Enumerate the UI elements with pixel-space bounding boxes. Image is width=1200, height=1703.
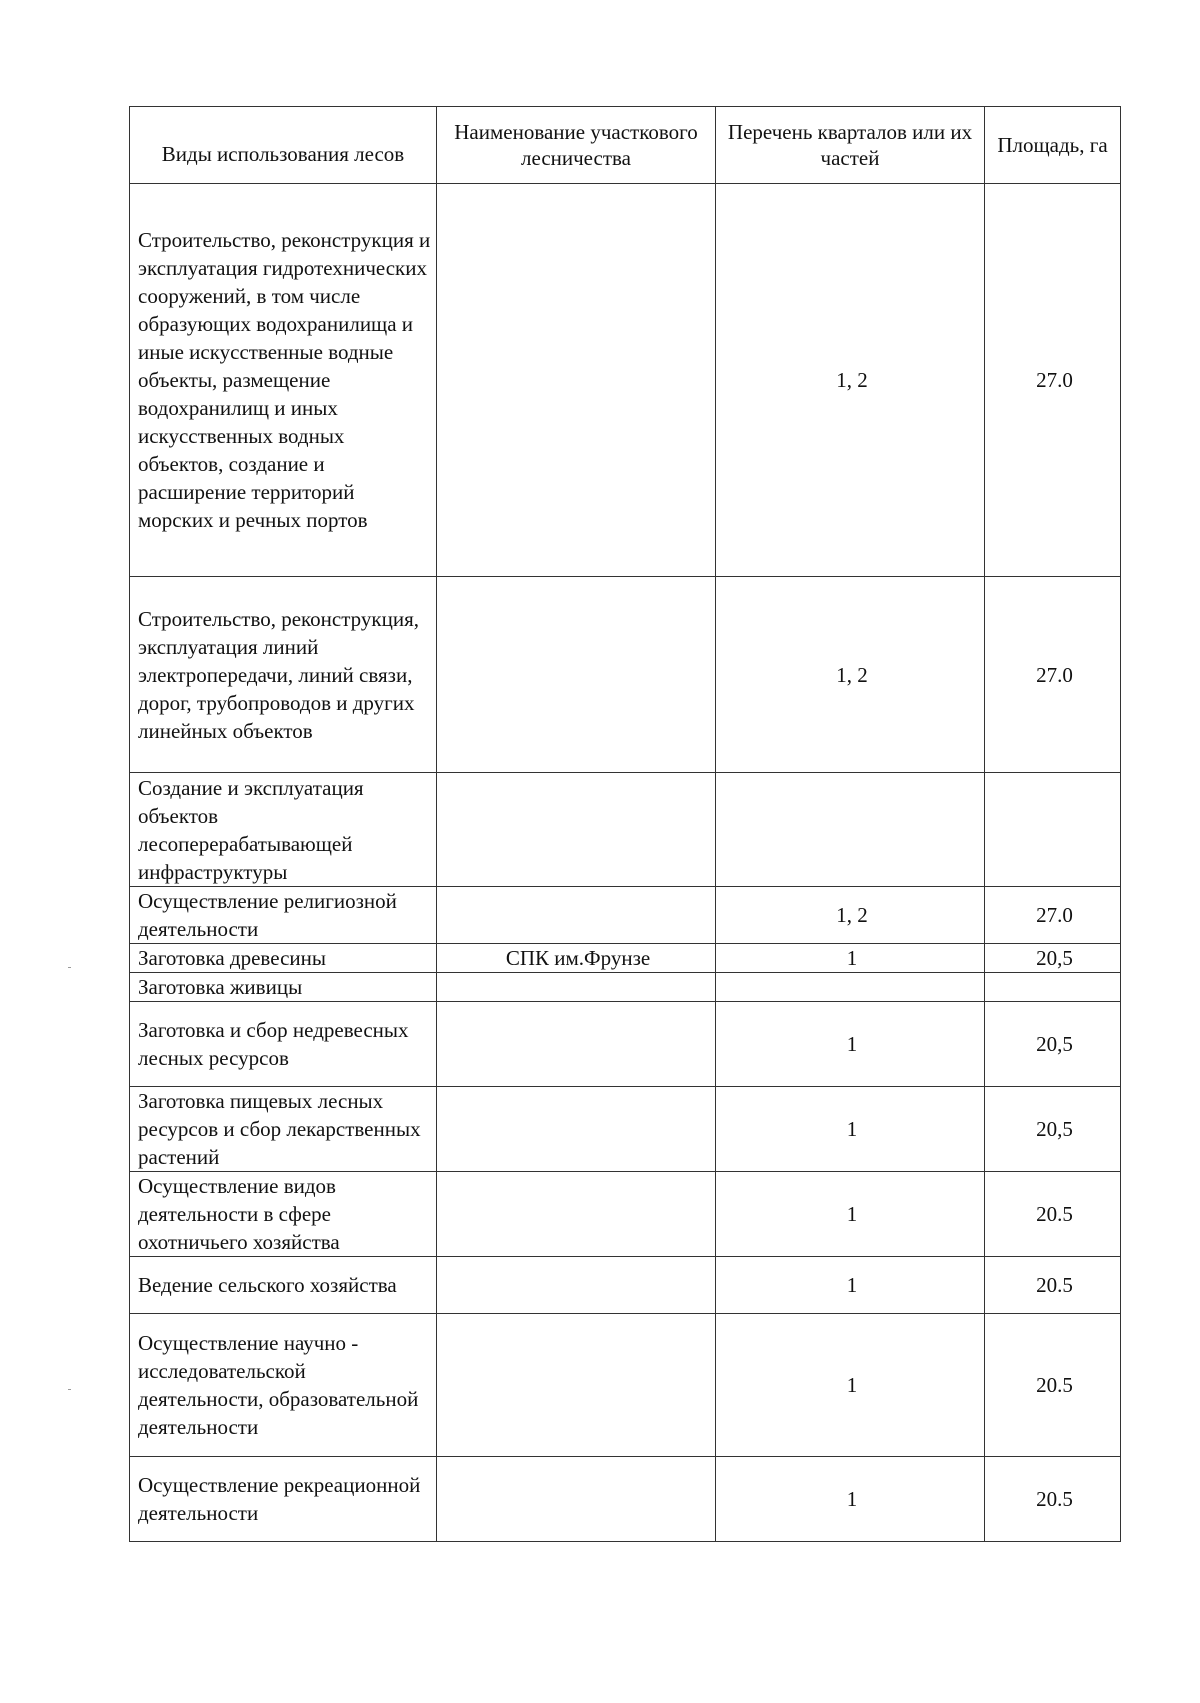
table-row [130, 1087, 1121, 1172]
area-cell: 27.0 [985, 577, 1121, 773]
header-area: Площадь, га [985, 107, 1121, 184]
quarters-cell: 1 [716, 1087, 985, 1172]
forestry-cell [437, 1002, 716, 1087]
forestry-cell [437, 1257, 716, 1314]
use-type-cell: Заготовка древесины [130, 944, 437, 973]
table-header-row [130, 107, 1121, 184]
table-row [130, 1257, 1121, 1314]
quarters-cell: 1 [716, 1257, 985, 1314]
table-row [130, 577, 1121, 773]
quarters-cell: 1 [716, 1314, 985, 1457]
table-row [130, 1002, 1121, 1087]
header-forestry-name: Наименование участкового лесничества [437, 107, 716, 184]
use-type-cell: Строительство, реконструкция, эксплуатация линий электропередачи, линий связи, дорог, трубопроводов и других линейных объектов [130, 577, 437, 773]
use-type-cell: Создание и эксплуатация объектов лесоперерабатывающей инфраструктуры [130, 773, 437, 887]
table-row [130, 773, 1121, 887]
use-type-cell: Ведение сельского хозяйства [130, 1257, 437, 1314]
quarters-cell: 1, 2 [716, 184, 985, 577]
area-cell: 20.5 [985, 1257, 1121, 1314]
use-type-cell: Осуществление рекреационной деятельности [130, 1457, 437, 1542]
header-quarters-list: Перечень кварталов или их частей [716, 107, 985, 184]
table-row [130, 887, 1121, 944]
quarters-cell: 1 [716, 944, 985, 973]
quarters-cell: 1, 2 [716, 577, 985, 773]
area-cell: 27.0 [985, 887, 1121, 944]
quarters-cell [716, 973, 985, 1002]
forestry-cell [437, 887, 716, 944]
table-row [130, 973, 1121, 1002]
area-cell [985, 973, 1121, 1002]
table-row [130, 1457, 1121, 1542]
area-cell: 20.5 [985, 1314, 1121, 1457]
scan-speck [68, 967, 71, 968]
table-row [130, 184, 1121, 577]
area-cell: 20.5 [985, 1172, 1121, 1257]
use-type-cell: Осуществление научно - исследовательской деятельности, образовательной деятельности [130, 1314, 437, 1457]
area-cell: 20,5 [985, 944, 1121, 973]
area-cell [985, 773, 1121, 887]
table-row [130, 944, 1121, 973]
forestry-cell [437, 973, 716, 1002]
use-type-cell: Заготовка пищевых лесных ресурсов и сбор лекарственных растений [130, 1087, 437, 1172]
forestry-cell [437, 1457, 716, 1542]
forestry-cell [437, 773, 716, 887]
use-type-cell: Заготовка живицы [130, 973, 437, 1002]
area-cell: 27.0 [985, 184, 1121, 577]
scan-speck [68, 1389, 71, 1390]
table-row [130, 1172, 1121, 1257]
area-cell: 20.5 [985, 1457, 1121, 1542]
forestry-cell [437, 1314, 716, 1457]
quarters-cell [716, 773, 985, 887]
quarters-cell: 1 [716, 1172, 985, 1257]
forestry-cell [437, 184, 716, 577]
use-type-cell: Осуществление видов деятельности в сфере охотничьего хозяйства [130, 1172, 437, 1257]
forestry-cell [437, 577, 716, 773]
quarters-cell: 1, 2 [716, 887, 985, 944]
quarters-cell: 1 [716, 1457, 985, 1542]
forestry-cell: СПК им.Фрунзе [437, 944, 716, 973]
forestry-cell [437, 1172, 716, 1257]
area-cell: 20,5 [985, 1002, 1121, 1087]
quarters-cell: 1 [716, 1002, 985, 1087]
header-use-types: Виды использования лесов [130, 107, 437, 184]
table-row [130, 1314, 1121, 1457]
forest-use-table [129, 106, 1121, 1542]
use-type-cell: Строительство, реконструкция и эксплуатация гидротехнических сооружений, в том числе образующих водохранилища и иные искусственные водные объекты, размещение водохранилищ и иных искусственных водных объектов, создание и расширение территорий морских и речных портов [130, 184, 437, 577]
use-type-cell: Осуществление религиозной деятельности [130, 887, 437, 944]
use-type-cell: Заготовка и сбор недревесных лесных ресурсов [130, 1002, 437, 1087]
forestry-cell [437, 1087, 716, 1172]
area-cell: 20,5 [985, 1087, 1121, 1172]
